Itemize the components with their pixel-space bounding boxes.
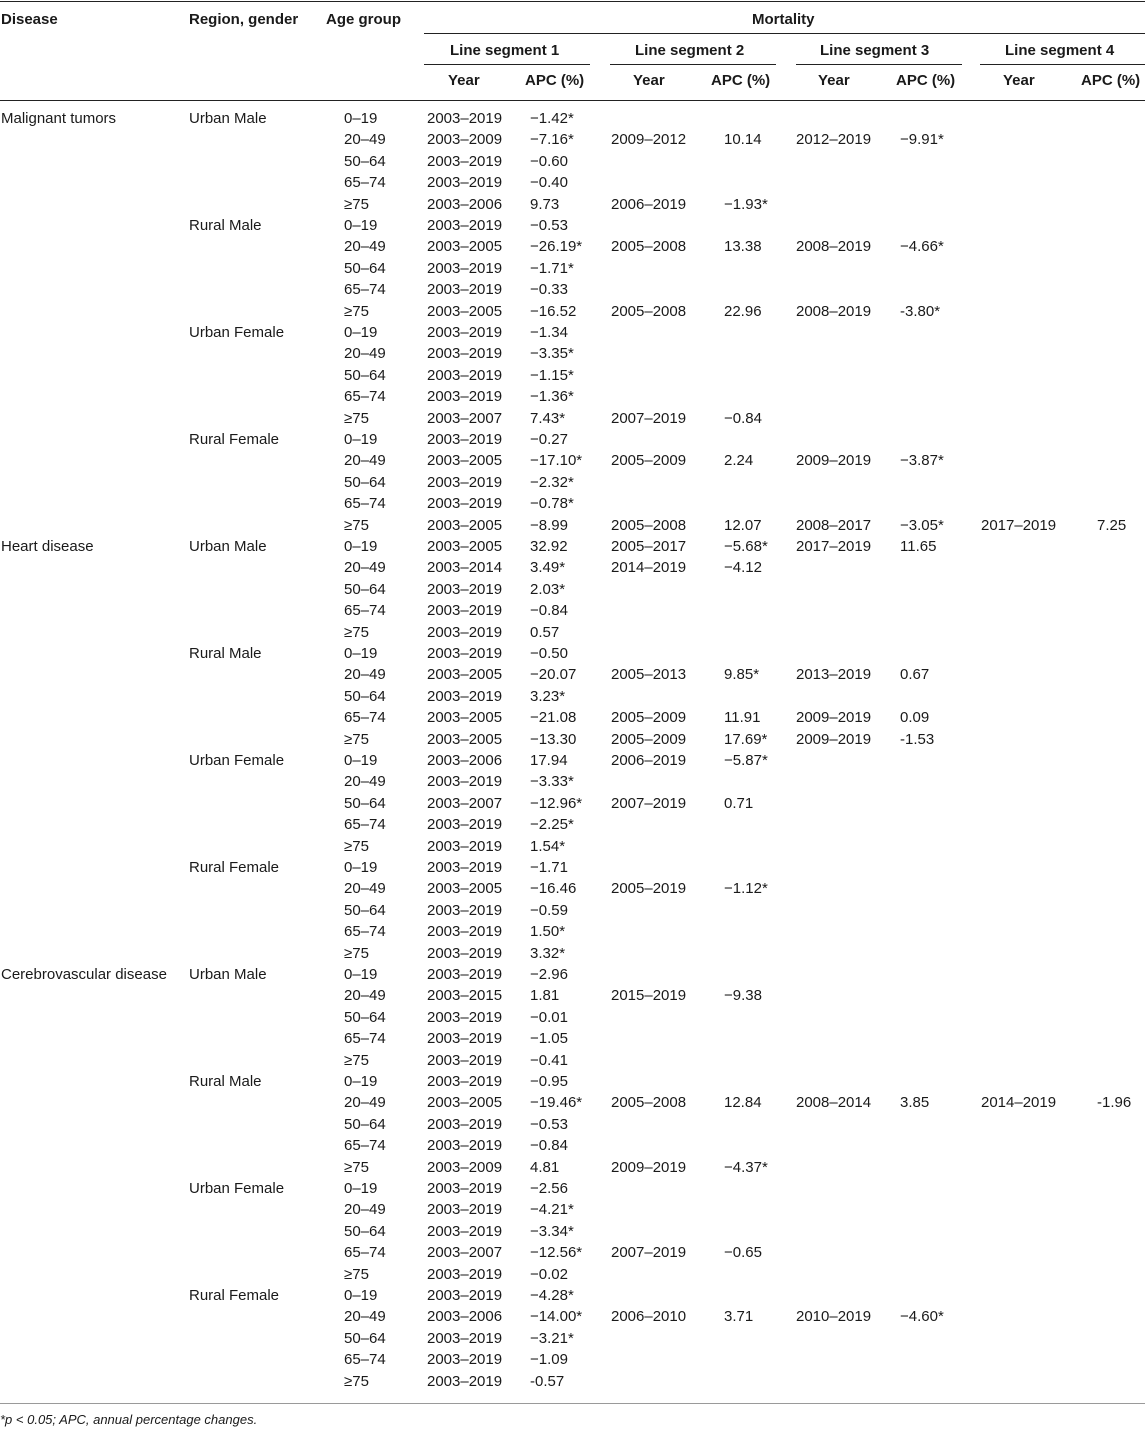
age-group-cell: 0–19 xyxy=(344,752,378,769)
segment-2-year-cell: 2005–2009 xyxy=(611,730,687,748)
segment-3-underline xyxy=(796,64,962,65)
age-group-cell: 0–19 xyxy=(344,1073,378,1090)
age-group-cell: ≥75 xyxy=(344,195,369,213)
segment-1-year-cell: 2003–2009 xyxy=(427,1158,503,1176)
segment-1-year-cell: 2003–2019 xyxy=(427,1351,503,1369)
segment-2-year-cell: 2015–2019 xyxy=(611,987,687,1005)
segment-2-apc-cell: 12.07 xyxy=(724,516,762,534)
disease-cell: Malignant tumors xyxy=(1,110,117,127)
segment-1-year-cell: 2003–2019 xyxy=(427,324,503,341)
segment-1-year-cell: 2003–2005 xyxy=(427,238,503,256)
age-group-cell: 20–49 xyxy=(344,1094,386,1112)
region-gender-cell: Urban Male xyxy=(189,538,267,555)
age-group-cell: 0–19 xyxy=(344,110,378,127)
segment-1-year-cell: 2003–2019 xyxy=(427,152,503,170)
segment-3-year-cell: 2013–2019 xyxy=(796,666,872,684)
segment-1-year-cell: 2003–2019 xyxy=(427,110,503,127)
segment-3-year-cell: 2009–2019 xyxy=(796,730,872,748)
segment-1-apc-cell: −1.42* xyxy=(530,110,574,127)
age-group-cell: 20–49 xyxy=(344,559,386,577)
segment-1-apc-cell: 32.92 xyxy=(530,538,568,555)
header-age-group: Age group xyxy=(326,11,401,28)
segment-2-year-cell: 2006–2019 xyxy=(611,195,687,213)
segment-1-apc-cell: −0.84 xyxy=(530,1137,568,1155)
segment-3-year-cell: 2012–2019 xyxy=(796,131,872,149)
segment-1-apc-cell: 3.49* xyxy=(530,559,566,577)
segment-3-year-cell: 2008–2019 xyxy=(796,302,872,320)
segment-1-apc-cell: −1.71 xyxy=(530,859,568,876)
segment-3-apc-cell: -3.80* xyxy=(900,302,941,320)
age-group-cell: 50–64 xyxy=(344,1115,386,1133)
segment-2-apc-cell: 13.38 xyxy=(724,238,762,256)
segment-1-apc-cell: −3.33* xyxy=(530,773,574,791)
age-group-cell: 65–74 xyxy=(344,1351,386,1369)
segment-1-apc-cell: −7.16* xyxy=(530,131,574,149)
segment-3-year-cell: 2008–2019 xyxy=(796,238,872,256)
header-apc-1: APC (%) xyxy=(525,72,585,89)
age-group-cell: 65–74 xyxy=(344,1137,386,1155)
segment-2-year-cell: 2009–2012 xyxy=(611,131,687,149)
segment-1-year-cell: 2003–2019 xyxy=(427,281,503,299)
segment-3-apc-cell: 3.85 xyxy=(900,1094,930,1112)
segment-1-apc-cell: 2.03* xyxy=(530,580,566,598)
segment-1-year-cell: 2003–2019 xyxy=(427,602,503,620)
segment-1-year-cell: 2003–2019 xyxy=(427,259,503,277)
segment-1-apc-cell: −4.28* xyxy=(530,1287,574,1304)
segment-1-year-cell: 2003–2006 xyxy=(427,195,503,213)
segment-2-apc-cell: −9.38 xyxy=(724,987,762,1005)
segment-1-apc-cell: −1.34 xyxy=(530,324,568,341)
region-gender-cell: Rural Male xyxy=(189,217,262,234)
age-group-cell: 65–74 xyxy=(344,495,386,513)
segment-1-apc-cell: −2.32* xyxy=(530,473,574,491)
segment-1-year-cell: 2003–2019 xyxy=(427,1051,503,1069)
header-segment-3: Line segment 3 xyxy=(820,42,930,59)
footnote: *p < 0.05; APC, annual percentage changes. xyxy=(0,1412,258,1427)
segment-1-apc-cell: −0.27 xyxy=(530,431,568,448)
segment-1-apc-cell: −17.10* xyxy=(530,452,583,470)
age-group-cell: 65–74 xyxy=(344,1244,386,1262)
segment-4-year-cell: 2014–2019 xyxy=(981,1094,1057,1112)
header-bottom-rule xyxy=(0,100,1145,101)
segment-1-year-cell: 2003–2019 xyxy=(427,837,503,855)
segment-1-year-cell: 2003–2019 xyxy=(427,901,503,919)
age-group-cell: 0–19 xyxy=(344,217,378,234)
segment-1-year-cell: 2003–2019 xyxy=(427,1137,503,1155)
age-group-cell: 50–64 xyxy=(344,1008,386,1026)
age-group-cell: 50–64 xyxy=(344,580,386,598)
segment-3-apc-cell: −9.91* xyxy=(900,131,944,149)
header-segment-2: Line segment 2 xyxy=(635,42,745,59)
segment-3-apc-cell: 0.67 xyxy=(900,666,930,684)
region-gender-cell: Urban Male xyxy=(189,966,267,983)
segment-1-year-cell: 2003–2007 xyxy=(427,794,503,812)
age-group-cell: ≥75 xyxy=(344,623,369,641)
segment-1-year-cell: 2003–2005 xyxy=(427,666,503,684)
segment-1-year-cell: 2003–2019 xyxy=(427,923,503,941)
segment-1-year-cell: 2003–2014 xyxy=(427,559,503,577)
segment-2-year-cell: 2007–2019 xyxy=(611,1244,687,1262)
segment-1-apc-cell: −1.09 xyxy=(530,1351,568,1369)
segment-1-year-cell: 2003–2005 xyxy=(427,452,503,470)
age-group-cell: ≥75 xyxy=(344,944,369,962)
age-group-cell: 65–74 xyxy=(344,709,386,727)
header-apc-2: APC (%) xyxy=(711,72,771,89)
disease-cell: Cerebrovascular disease xyxy=(1,966,167,983)
age-group-cell: 0–19 xyxy=(344,1287,378,1304)
segment-1-year-cell: 2003–2019 xyxy=(427,1030,503,1048)
age-group-cell: 65–74 xyxy=(344,388,386,406)
segment-1-year-cell: 2003–2019 xyxy=(427,1222,503,1240)
age-group-cell: 50–64 xyxy=(344,366,386,384)
age-group-cell: 0–19 xyxy=(344,538,378,555)
header-apc-4: APC (%) xyxy=(1081,72,1141,89)
segment-2-apc-cell: −1.93* xyxy=(724,195,768,213)
segment-4-apc-cell: -1.96 xyxy=(1097,1094,1132,1112)
segment-2-apc-cell: −4.37* xyxy=(724,1158,768,1176)
segment-2-apc-cell: 22.96 xyxy=(724,302,762,320)
age-group-cell: 50–64 xyxy=(344,473,386,491)
segment-2-apc-cell: 9.85* xyxy=(724,666,760,684)
age-group-cell: 50–64 xyxy=(344,1329,386,1347)
age-group-cell: 65–74 xyxy=(344,602,386,620)
segment-2-apc-cell: −4.12 xyxy=(724,559,762,577)
segment-1-apc-cell: −1.71* xyxy=(530,259,574,277)
segment-2-apc-cell: 11.91 xyxy=(724,709,761,727)
segment-1-apc-cell: −2.56 xyxy=(530,1180,568,1197)
segment-2-apc-cell: 2.24 xyxy=(724,452,754,470)
segment-3-year-cell: 2009–2019 xyxy=(796,452,872,470)
segment-1-year-cell: 2003–2005 xyxy=(427,1094,503,1112)
header-year-2: Year xyxy=(633,72,665,89)
segment-4-year-cell: 2017–2019 xyxy=(981,516,1057,534)
segment-3-apc-cell: −3.05* xyxy=(900,516,944,534)
age-group-cell: 50–64 xyxy=(344,687,386,705)
segment-1-apc-cell: −2.96 xyxy=(530,966,568,983)
segment-1-year-cell: 2003–2019 xyxy=(427,431,503,448)
age-group-cell: ≥75 xyxy=(344,837,369,855)
segment-2-year-cell: 2005–2019 xyxy=(611,880,687,898)
segment-1-year-cell: 2003–2005 xyxy=(427,302,503,320)
age-group-cell: 20–49 xyxy=(344,452,386,470)
region-gender-cell: Urban Female xyxy=(189,324,285,341)
region-gender-cell: Rural Female xyxy=(189,859,280,876)
mortality-underline xyxy=(424,33,1145,34)
segment-1-apc-cell: −3.35* xyxy=(530,345,574,363)
segment-1-year-cell: 2003–2019 xyxy=(427,645,503,662)
segment-3-year-cell: 2010–2019 xyxy=(796,1308,872,1326)
segment-2-apc-cell: 17.69* xyxy=(724,730,768,748)
age-group-cell: ≥75 xyxy=(344,1265,369,1283)
segment-1-apc-cell: −8.99 xyxy=(530,516,568,534)
segment-1-year-cell: 2003–2019 xyxy=(427,217,503,234)
segment-2-year-cell: 2005–2008 xyxy=(611,302,687,320)
segment-1-year-cell: 2003–2019 xyxy=(427,1201,503,1219)
segment-1-year-cell: 2003–2019 xyxy=(427,1115,503,1133)
segment-3-apc-cell: -1.53 xyxy=(900,730,935,748)
segment-1-apc-cell: −0.95 xyxy=(530,1073,568,1090)
age-group-cell: 50–64 xyxy=(344,1222,386,1240)
segment-3-year-cell: 2008–2014 xyxy=(796,1094,872,1112)
segment-1-year-cell: 2003–2019 xyxy=(427,1287,503,1304)
segment-1-apc-cell: −3.21* xyxy=(530,1329,574,1347)
segment-1-year-cell: 2003–2019 xyxy=(427,687,503,705)
segment-2-apc-cell: 12.84 xyxy=(724,1094,762,1112)
header-year-3: Year xyxy=(818,72,850,89)
header-year-4: Year xyxy=(1003,72,1035,89)
age-group-cell: 65–74 xyxy=(344,281,386,299)
segment-1-apc-cell: 3.32* xyxy=(530,944,566,962)
segment-2-apc-cell: 0.71 xyxy=(724,794,754,812)
segment-1-apc-cell: −12.56* xyxy=(530,1244,583,1262)
segment-1-year-cell: 2003–2019 xyxy=(427,623,503,641)
region-gender-cell: Rural Male xyxy=(189,1073,262,1090)
segment-2-year-cell: 2006–2019 xyxy=(611,752,687,769)
segment-1-apc-cell: 17.94 xyxy=(530,752,568,769)
age-group-cell: 65–74 xyxy=(344,816,386,834)
segment-1-year-cell: 2003–2019 xyxy=(427,495,503,513)
segment-1-apc-cell: −26.19* xyxy=(530,238,583,256)
segment-1-apc-cell: −21.08 xyxy=(530,709,577,727)
segment-1-year-cell: 2003–2007 xyxy=(427,1244,503,1262)
segment-2-apc-cell: −0.65 xyxy=(724,1244,762,1262)
segment-1-apc-cell: -0.57 xyxy=(530,1372,565,1390)
segment-1-apc-cell: −0.33 xyxy=(530,281,568,299)
segment-2-apc-cell: −5.87* xyxy=(724,752,768,769)
header-apc-3: APC (%) xyxy=(896,72,956,89)
header-year-1: Year xyxy=(448,72,480,89)
segment-1-apc-cell: −0.53 xyxy=(530,217,568,234)
segment-1-year-cell: 2003–2019 xyxy=(427,580,503,598)
segment-3-year-cell: 2008–2017 xyxy=(796,516,872,534)
age-group-cell: 20–49 xyxy=(344,1201,386,1219)
segment-1-apc-cell: −1.36* xyxy=(530,388,574,406)
segment-3-apc-cell: 0.09 xyxy=(900,709,930,727)
age-group-cell: ≥75 xyxy=(344,1051,369,1069)
age-group-cell: ≥75 xyxy=(344,516,369,534)
segment-1-apc-cell: 0.57 xyxy=(530,623,560,641)
segment-1-apc-cell: −20.07 xyxy=(530,666,577,684)
segment-1-apc-cell: 1.50* xyxy=(530,923,566,941)
segment-1-year-cell: 2003–2019 xyxy=(427,1265,503,1283)
segment-1-year-cell: 2003–2019 xyxy=(427,816,503,834)
segment-1-year-cell: 2003–2006 xyxy=(427,1308,503,1326)
header-region-gender: Region, gender xyxy=(189,11,299,28)
segment-1-year-cell: 2003–2005 xyxy=(427,709,503,727)
segment-3-apc-cell: −4.66* xyxy=(900,238,944,256)
age-group-cell: 20–49 xyxy=(344,238,386,256)
segment-1-underline xyxy=(424,64,590,65)
segment-2-apc-cell: 3.71 xyxy=(724,1308,754,1326)
segment-1-year-cell: 2003–2005 xyxy=(427,730,503,748)
segment-1-year-cell: 2003–2019 xyxy=(427,1180,503,1197)
segment-1-year-cell: 2003–2019 xyxy=(427,388,503,406)
age-group-cell: 0–19 xyxy=(344,431,378,448)
segment-1-year-cell: 2003–2019 xyxy=(427,345,503,363)
segment-2-year-cell: 2005–2008 xyxy=(611,1094,687,1112)
segment-1-apc-cell: −0.02 xyxy=(530,1265,568,1283)
segment-1-apc-cell: −3.34* xyxy=(530,1222,574,1240)
segment-1-year-cell: 2003–2019 xyxy=(427,1008,503,1026)
segment-1-apc-cell: −0.41 xyxy=(530,1051,568,1069)
segment-1-year-cell: 2003–2005 xyxy=(427,516,503,534)
age-group-cell: ≥75 xyxy=(344,1372,369,1390)
segment-1-year-cell: 2003–2019 xyxy=(427,174,503,192)
segment-1-apc-cell: −2.25* xyxy=(530,816,574,834)
segment-1-apc-cell: −0.84 xyxy=(530,602,568,620)
segment-2-apc-cell: −1.12* xyxy=(724,880,768,898)
segment-1-apc-cell: −16.52 xyxy=(530,302,577,320)
segment-1-year-cell: 2003–2019 xyxy=(427,1073,503,1090)
table-bottom-rule xyxy=(0,1403,1145,1404)
segment-2-year-cell: 2005–2009 xyxy=(611,709,687,727)
segment-1-apc-cell: −12.96* xyxy=(530,794,583,812)
segment-2-year-cell: 2005–2013 xyxy=(611,666,687,684)
age-group-cell: ≥75 xyxy=(344,302,369,320)
segment-1-apc-cell: −1.05 xyxy=(530,1030,568,1048)
age-group-cell: 20–49 xyxy=(344,666,386,684)
age-group-cell: 20–49 xyxy=(344,131,386,149)
segment-1-year-cell: 2003–2019 xyxy=(427,366,503,384)
segment-2-year-cell: 2009–2019 xyxy=(611,1158,687,1176)
segment-2-year-cell: 2014–2019 xyxy=(611,559,687,577)
age-group-cell: 20–49 xyxy=(344,1308,386,1326)
segment-1-apc-cell: −0.50 xyxy=(530,645,568,662)
segment-2-underline xyxy=(610,64,776,65)
region-gender-cell: Urban Female xyxy=(189,752,285,769)
segment-1-apc-cell: −0.53 xyxy=(530,1115,568,1133)
age-group-cell: 20–49 xyxy=(344,345,386,363)
segment-3-year-cell: 2009–2019 xyxy=(796,709,872,727)
age-group-cell: 50–64 xyxy=(344,901,386,919)
age-group-cell: ≥75 xyxy=(344,409,369,427)
segment-3-apc-cell: 11.65 xyxy=(900,538,937,555)
segment-1-apc-cell: 9.73 xyxy=(530,195,560,213)
segment-2-apc-cell: −5.68* xyxy=(724,538,768,555)
segment-1-year-cell: 2003–2019 xyxy=(427,859,503,876)
segment-1-apc-cell: −4.21* xyxy=(530,1201,574,1219)
segment-1-year-cell: 2003–2019 xyxy=(427,473,503,491)
segment-1-apc-cell: −0.78* xyxy=(530,495,574,513)
age-group-cell: 50–64 xyxy=(344,794,386,812)
segment-3-apc-cell: −4.60* xyxy=(900,1308,944,1326)
age-group-cell: 65–74 xyxy=(344,1030,386,1048)
region-gender-cell: Urban Male xyxy=(189,110,267,127)
age-group-cell: 20–49 xyxy=(344,773,386,791)
segment-2-year-cell: 2007–2019 xyxy=(611,409,687,427)
segment-4-apc-cell: 7.25 xyxy=(1097,516,1127,534)
age-group-cell: ≥75 xyxy=(344,730,369,748)
segment-1-year-cell: 2003–2006 xyxy=(427,752,503,769)
segment-4-underline xyxy=(980,64,1145,65)
segment-3-year-cell: 2017–2019 xyxy=(796,538,872,555)
segment-1-year-cell: 2003–2015 xyxy=(427,987,503,1005)
disease-cell: Heart disease xyxy=(1,538,94,555)
top-rule xyxy=(0,1,1145,2)
age-group-cell: 0–19 xyxy=(344,1180,378,1197)
segment-2-year-cell: 2005–2017 xyxy=(611,538,687,555)
segment-2-apc-cell: 10.14 xyxy=(724,131,762,149)
segment-2-year-cell: 2006–2010 xyxy=(611,1308,687,1326)
segment-2-year-cell: 2005–2008 xyxy=(611,516,687,534)
segment-1-apc-cell: −0.60 xyxy=(530,152,568,170)
segment-1-apc-cell: −13.30 xyxy=(530,730,577,748)
segment-1-apc-cell: −1.15* xyxy=(530,366,574,384)
age-group-cell: 20–49 xyxy=(344,880,386,898)
header-mortality: Mortality xyxy=(752,11,815,28)
segment-2-year-cell: 2005–2009 xyxy=(611,452,687,470)
header-disease: Disease xyxy=(1,11,58,28)
segment-1-year-cell: 2003–2019 xyxy=(427,773,503,791)
segment-1-year-cell: 2003–2009 xyxy=(427,131,503,149)
age-group-cell: 0–19 xyxy=(344,324,378,341)
segment-1-apc-cell: −19.46* xyxy=(530,1094,583,1112)
segment-1-year-cell: 2003–2019 xyxy=(427,1329,503,1347)
region-gender-cell: Rural Female xyxy=(189,1287,280,1304)
segment-1-year-cell: 2003–2007 xyxy=(427,409,503,427)
segment-1-apc-cell: 7.43* xyxy=(530,409,566,427)
segment-2-year-cell: 2005–2008 xyxy=(611,238,687,256)
segment-3-apc-cell: −3.87* xyxy=(900,452,944,470)
age-group-cell: 0–19 xyxy=(344,966,378,983)
age-group-cell: 0–19 xyxy=(344,859,378,876)
segment-1-year-cell: 2003–2019 xyxy=(427,944,503,962)
segment-1-apc-cell: −14.00* xyxy=(530,1308,583,1326)
age-group-cell: 0–19 xyxy=(344,645,378,662)
region-gender-cell: Rural Female xyxy=(189,431,280,448)
segment-1-apc-cell: 4.81 xyxy=(530,1158,560,1176)
segment-1-apc-cell: 1.54* xyxy=(530,837,566,855)
age-group-cell: 20–49 xyxy=(344,987,386,1005)
age-group-cell: 50–64 xyxy=(344,259,386,277)
age-group-cell: 50–64 xyxy=(344,152,386,170)
segment-1-year-cell: 2003–2005 xyxy=(427,880,503,898)
segment-2-apc-cell: −0.84 xyxy=(724,409,762,427)
segment-1-year-cell: 2003–2019 xyxy=(427,1372,503,1390)
segment-1-apc-cell: −0.40 xyxy=(530,174,568,192)
segment-1-apc-cell: 1.81 xyxy=(530,987,560,1005)
segment-2-year-cell: 2007–2019 xyxy=(611,794,687,812)
header-segment-1: Line segment 1 xyxy=(450,42,560,59)
age-group-cell: ≥75 xyxy=(344,1158,369,1176)
segment-1-apc-cell: −0.59 xyxy=(530,901,568,919)
segment-1-apc-cell: 3.23* xyxy=(530,687,566,705)
region-gender-cell: Rural Male xyxy=(189,645,262,662)
age-group-cell: 65–74 xyxy=(344,923,386,941)
segment-1-apc-cell: −16.46 xyxy=(530,880,577,898)
header-segment-4: Line segment 4 xyxy=(1005,42,1115,59)
region-gender-cell: Urban Female xyxy=(189,1180,285,1197)
segment-1-year-cell: 2003–2019 xyxy=(427,966,503,983)
segment-1-year-cell: 2003–2005 xyxy=(427,538,503,555)
segment-1-apc-cell: −0.01 xyxy=(530,1008,568,1026)
age-group-cell: 65–74 xyxy=(344,174,386,192)
